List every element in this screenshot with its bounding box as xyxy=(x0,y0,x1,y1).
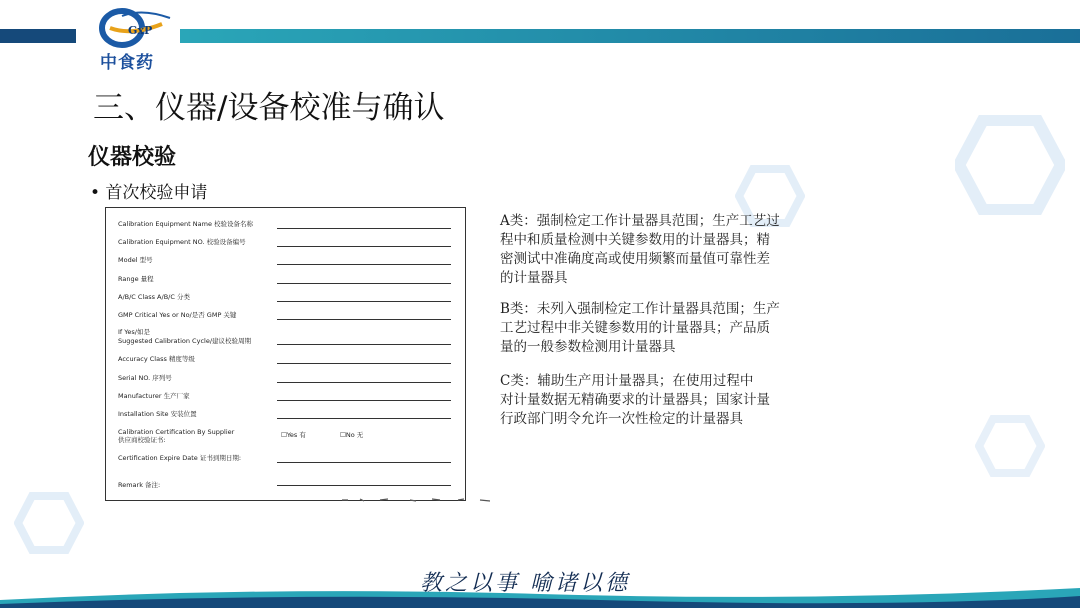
form-line xyxy=(277,344,451,345)
form-label: GMP Critical Yes or No/是否 GMP 关键 xyxy=(118,311,237,319)
hexagon-decoration xyxy=(975,415,1045,477)
form-label: Range 量程 xyxy=(118,275,154,283)
form-label: Calibration Certification By Supplier xyxy=(118,428,235,436)
form-label: Calibration Equipment Name 校验设备名称 xyxy=(118,220,254,228)
form-label: Manufacturer 生产厂家 xyxy=(118,392,190,400)
form-line xyxy=(277,363,451,364)
form-line xyxy=(277,319,451,320)
form-line xyxy=(277,462,451,463)
form-label: A/B/C Class A/B/C 分类 xyxy=(118,293,190,301)
handwriting-scribble xyxy=(340,496,500,504)
class-a-description: A类：强制检定工作计量器具范围；生产工艺过 程中和质量检测中关键参数用的计量器具；精 密测试中准确度高或使用频繁而量值可靠性差 的计量器具 xyxy=(500,213,780,286)
calibration-form xyxy=(105,207,466,501)
form-label: Certification Expire Date 证书到期日期: xyxy=(118,454,242,462)
class-c-description: C类：辅助生产用计量器具；在使用过程中 对计量数据无精确要求的计量器具；国家计量 行政部门明令允许一次性检定的计量器具 xyxy=(500,373,770,427)
form-label: Calibration Equipment NO. 校验设备编号 xyxy=(118,238,246,246)
form-line xyxy=(277,228,451,229)
form-label: Accuracy Class 精度等级 xyxy=(118,355,195,363)
form-line xyxy=(277,418,451,419)
logo-tag: GxP xyxy=(128,24,153,37)
form-label: Model 型号 xyxy=(118,256,153,264)
bullet-item: • 首次校验申请 xyxy=(90,183,208,203)
hexagon-decoration xyxy=(955,115,1065,215)
logo-brand: 中食药 xyxy=(100,53,154,73)
footer-motto: 教之以事 喻诸以德 xyxy=(420,571,630,596)
form-label: Suggested Calibration Cycle/建议校验周期 xyxy=(118,337,252,345)
form-line xyxy=(277,382,451,383)
form-line xyxy=(277,283,451,284)
form-label: Serial NO. 序列号 xyxy=(118,374,172,382)
form-line xyxy=(277,485,451,486)
form-line xyxy=(277,301,451,302)
form-line xyxy=(277,246,451,247)
form-line xyxy=(277,400,451,401)
form-label: If Yes/如是 xyxy=(118,328,150,336)
section-subtitle: 仪器校验 xyxy=(88,145,177,170)
form-label: 供应商校验证书: xyxy=(118,436,166,444)
form-line xyxy=(277,264,451,265)
hexagon-decoration xyxy=(14,492,84,554)
yes-checkbox: ☐Yes 有 xyxy=(281,431,306,439)
page-title: 三、仪器/设备校准与确认 xyxy=(93,90,445,126)
form-label: Installation Site 安装位置 xyxy=(118,410,197,418)
no-checkbox: ☐No 无 xyxy=(340,431,364,439)
form-label: Remark 备注: xyxy=(118,481,161,489)
class-b-description: B类：未列入强制检定工作计量器具范围；生产 工艺过程中非关键参数用的计量器具；产品质 量的一般参数检测用计量器具 xyxy=(500,301,780,355)
header-bar-left xyxy=(0,29,76,43)
header-bar-right xyxy=(180,29,1080,43)
